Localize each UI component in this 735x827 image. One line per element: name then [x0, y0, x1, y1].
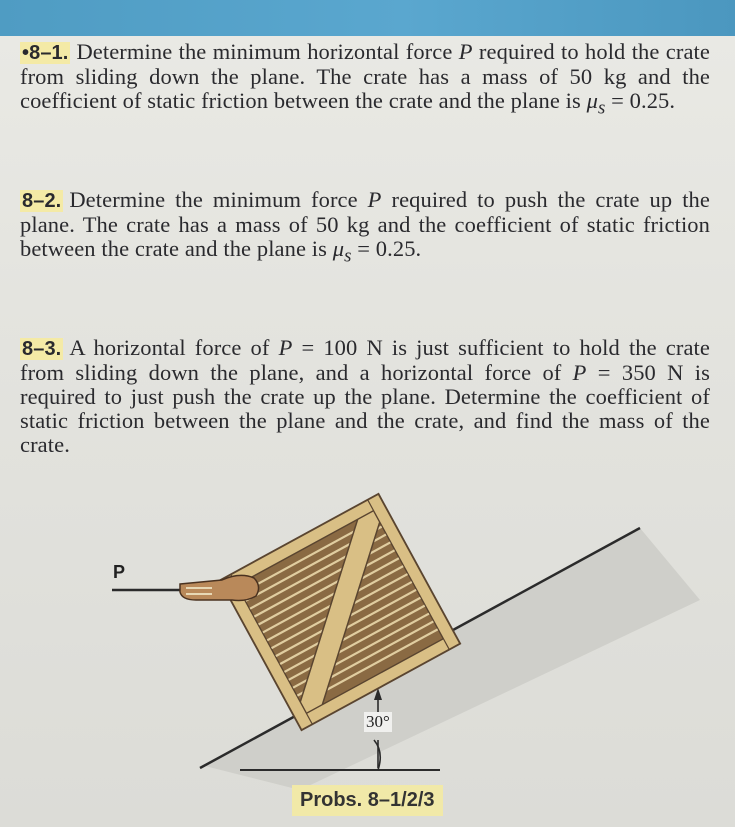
- problem-text: Determine the minimum force P required to push the crate up the plane. The crate has a mass of 50 kg and the coefficient of static friction between the crate and the plane is $\mu_s = 0.25$.: [20, 187, 710, 267]
- force-p-label: P: [113, 562, 126, 582]
- problem-number: 8–3.: [22, 338, 62, 360]
- angle-label: 30°: [366, 712, 390, 731]
- problem-text: A horizontal force of P = 100 N is just sufficient to hold the crate from sliding down the plane, and a horizontal force of P = 350 N is required to just push the crate up the plane. Determine the coefficient of static friction between the plane and the crate, and find the mass of the crate.: [20, 335, 711, 457]
- problem-text: Determine the minimum horizontal force P required to hold the crate from sliding down the plane. The crate has a mass of 50 kg and the coefficient of static friction between the crate and the plane is $\mu_s = 0.25$.: [20, 39, 710, 119]
- problem-number: •8–1.: [22, 42, 69, 64]
- figure-caption: Probs. 8–1/2/3: [292, 785, 443, 816]
- problem-number: 8–2.: [22, 190, 62, 212]
